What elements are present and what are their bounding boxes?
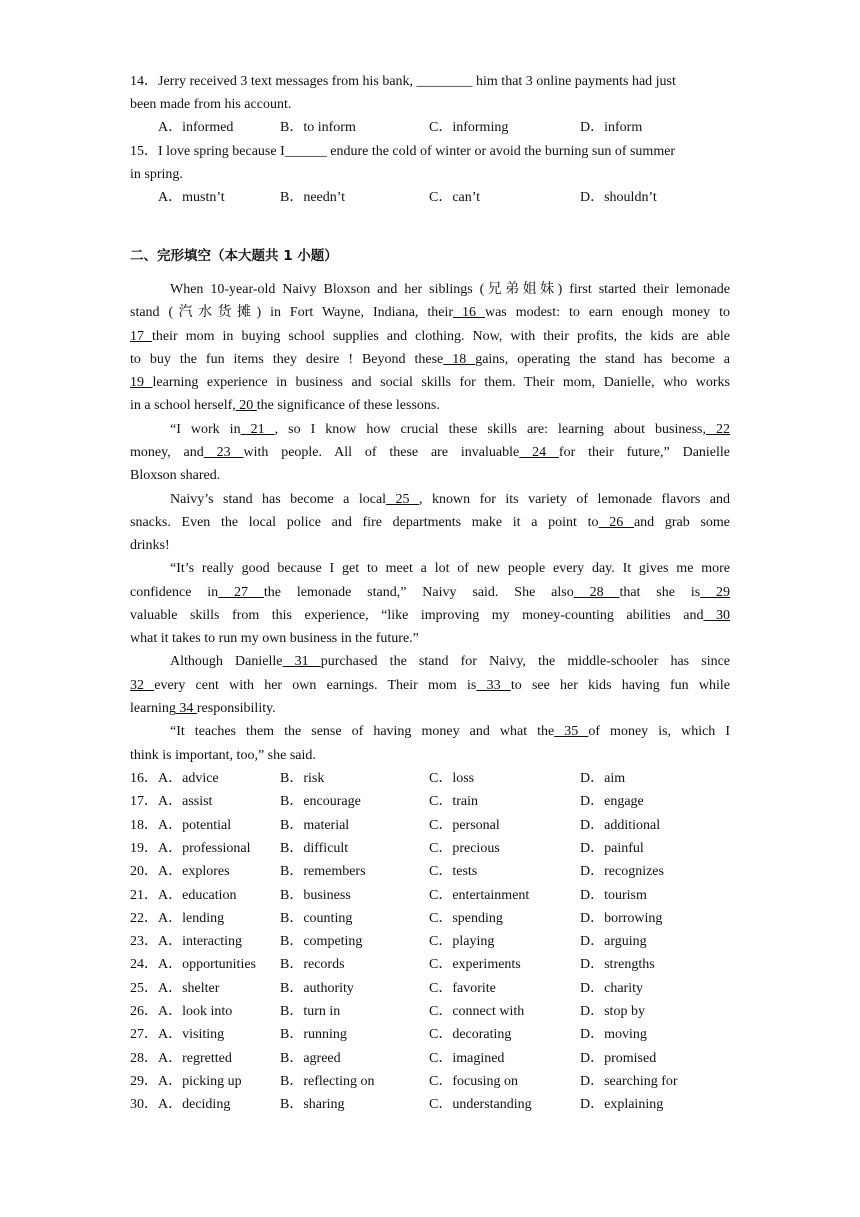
blank-16: 16 [453,305,485,320]
passage-line: stand (汽水货摊) in Fort Wayne, Indiana, their 16 was modest: to earn enough money to [130,305,731,320]
option-b: B．business [280,887,351,903]
option-b: B．risk [280,771,325,786]
blank-29: 29 [700,585,731,600]
option-b: B．sharing [280,1097,345,1113]
question-number: 24． [130,957,158,973]
option-d: D．arguing [580,934,647,950]
option-b: B．records [280,957,345,973]
option-row [130,930,740,953]
option-a: A．opportunities [158,957,256,973]
option-a: A．shelter [158,980,220,996]
question-number: 18． [130,817,158,833]
option-a: A．interacting [158,934,242,950]
option-c: C．informing [429,120,509,135]
option-row [130,767,740,790]
option-d: D．aim [580,771,626,786]
option-row [130,1093,740,1116]
blank-30: 30 [703,608,731,623]
option-c: C．precious [429,840,500,856]
passage-line: 17 their mom in buying school supplies and clothing. Now, with their profits, the kids are able [130,329,730,344]
option-c: C．entertainment [429,887,530,903]
option-a: A．lending [158,910,225,926]
option-a: A．look into [158,1004,233,1019]
blank-34: 34 [175,701,197,716]
option-a: A．assist [158,794,213,810]
option-d: D．stop by [580,1004,645,1019]
option-a: A．education [158,887,237,903]
option-b: B．difficult [280,840,349,856]
blank-33: 33 [476,678,511,693]
option-a: A．professional [158,840,251,856]
option-a: A．picking up [158,1073,242,1089]
option-c: C．imagined [429,1050,505,1066]
option-d: D．inform [580,120,643,135]
option-a: A．visiting [158,1027,225,1043]
question-number: 28． [130,1050,158,1066]
option-b: B．to inform [280,120,356,135]
option-c: C．can’t [429,190,481,205]
option-row [130,953,740,976]
option-d: D．shouldn’t [580,190,657,205]
blank-18: 18 [443,352,476,367]
passage-line: Bloxson shared. [130,468,221,483]
question-number: 30． [130,1097,158,1113]
option-row [130,907,740,930]
question-number: 22． [130,910,158,926]
option-d: D．charity [580,980,643,996]
blank-22: 22 [705,422,731,437]
option-c: C．loss [429,771,475,786]
option-b: B．encourage [280,794,361,810]
question-number: 17． [130,794,158,810]
passage-line: “It teaches them the sense of having money and what the 35 of money is, which I [170,724,731,739]
option-b: B．running [280,1027,347,1043]
option-row [130,977,740,1000]
option-c: C．experiments [429,957,521,973]
question-number: 27． [130,1027,158,1043]
question-15-options [130,186,740,209]
option-d: D．recognizes [580,864,664,880]
passage-line: 19 learning experience in business and social skills for them. Their mom, Danielle, who works [130,375,730,390]
option-row [130,860,740,883]
option-a: A．potential [158,817,232,833]
question-14-stem-cont: been made from his account. [130,97,292,112]
blank-20: 20 [235,398,257,413]
passage-line: “I work in 21 , so I know how crucial these skills are: learning about business, 22 [170,422,731,437]
option-d: D．borrowing [580,910,663,926]
option-b: B．counting [280,910,353,926]
question-14-stem: 14．Jerry received 3 text messages from his bank, ________ him that 3 online payments had just [130,74,676,89]
question-number: 25． [130,980,158,996]
option-d: D．strengths [580,957,655,973]
option-b: B．remembers [280,864,366,880]
passage-line: snacks. Even the local police and fire departments make it a point to 26 and grab some [130,515,730,530]
option-row [130,790,740,813]
blank-25: 25 [386,492,420,507]
blank-24: 24 [519,445,559,460]
blank-35: 35 [554,724,589,739]
option-row [130,1000,740,1023]
option-a: A．explores [158,864,230,880]
blank-31: 31 [282,654,321,669]
blank-27: 27 [218,585,264,600]
blank-21: 21 [240,422,275,437]
option-b: B．needn’t [280,190,346,205]
question-15-stem: 15．I love spring because I______ endure the cold of winter or avoid the burning sun of summer [130,144,676,159]
option-d: D．explaining [580,1097,664,1113]
question-15-stem-cont: in spring. [130,167,183,182]
passage-line: Naivy’s stand has become a local 25 , known for its variety of lemonade flavors and [170,492,731,507]
option-c: C．connect with [429,1004,525,1019]
passage-line: to buy the fun items they desire ! Beyond these 18 gains, operating the stand has become a [130,352,731,367]
passage-line: When 10-year-old Naivy Bloxson and her siblings (兄弟姐妹) first started their lemonade [170,282,730,297]
option-d: D．painful [580,840,644,856]
option-c: C．focusing on [429,1073,519,1089]
question-number: 23． [130,934,158,950]
passage-line: Although Danielle 31 purchased the stand for Naivy, the middle-schooler has since [170,654,731,669]
option-row [130,884,740,907]
option-d: D．engage [580,794,644,810]
option-b: B．competing [280,934,363,950]
option-row [130,1047,740,1070]
question-number: 19． [130,840,158,856]
question-number: 26． [130,1004,158,1019]
blank-19: 19 [130,375,153,390]
option-b: B．reflecting on [280,1073,375,1089]
option-d: D．moving [580,1027,647,1043]
passage-line: what it takes to run my own business in the future.” [130,631,419,646]
option-a: A．deciding [158,1097,231,1113]
passage-line: in a school herself, 20 the significance of these lessons. [130,398,440,413]
option-c: C．train [429,794,478,810]
option-d: D．tourism [580,887,647,903]
option-c: C．decorating [429,1027,512,1043]
option-row [130,1070,740,1093]
question-14-options [130,116,740,139]
option-b: B．material [280,817,350,833]
section-heading: 二、完形填空（本大题共 1 小题） [130,248,338,264]
option-a: A．informed [158,120,234,135]
passage-line: 32 every cent with her own earnings. Their mom is 33 to see her kids having fun while [130,678,731,693]
question-number: 20． [130,864,158,880]
option-d: D．searching for [580,1073,678,1089]
option-c: C．favorite [429,980,496,996]
option-row [130,814,740,837]
option-a: A．mustn’t [158,190,225,205]
option-c: C．playing [429,934,495,950]
blank-23: 23 [203,445,244,460]
option-a: A．advice [158,771,219,786]
passage-line: think is important, too,” she said. [130,748,316,763]
option-row [130,1023,740,1046]
question-number: 21． [130,887,158,903]
blank-28: 28 [573,585,620,600]
passage-line: money, and 23 with people. All of these are invaluable 24 for their future,” Danielle [130,445,731,460]
blank-17: 17 [130,329,153,344]
question-number: 16． [130,771,158,786]
option-b: B．authority [280,980,354,996]
option-row [130,837,740,860]
passage-line: drinks! [130,538,170,553]
option-a: A．regretted [158,1050,232,1066]
passage-line: learning 34 responsibility. [130,701,276,716]
option-d: D．promised [580,1050,657,1066]
passage-line: confidence in 27 the lemonade stand,” Naivy said. She also 28 that she is 29 [130,585,731,600]
option-d: D．additional [580,817,661,833]
passage-line: “It’s really good because I get to meet a lot of new people every day. It gives me more [170,561,730,576]
option-b: B．agreed [280,1050,341,1066]
option-c: C．understanding [429,1097,532,1113]
option-b: B．turn in [280,1004,341,1019]
option-c: C．spending [429,910,503,926]
passage-line: valuable skills from this experience, “like improving my money-counting abilities and 30 [130,608,731,623]
blank-26: 26 [598,515,634,530]
option-c: C．personal [429,817,500,833]
blank-32: 32 [130,678,155,693]
question-number: 29． [130,1073,158,1089]
option-c: C．tests [429,864,478,880]
